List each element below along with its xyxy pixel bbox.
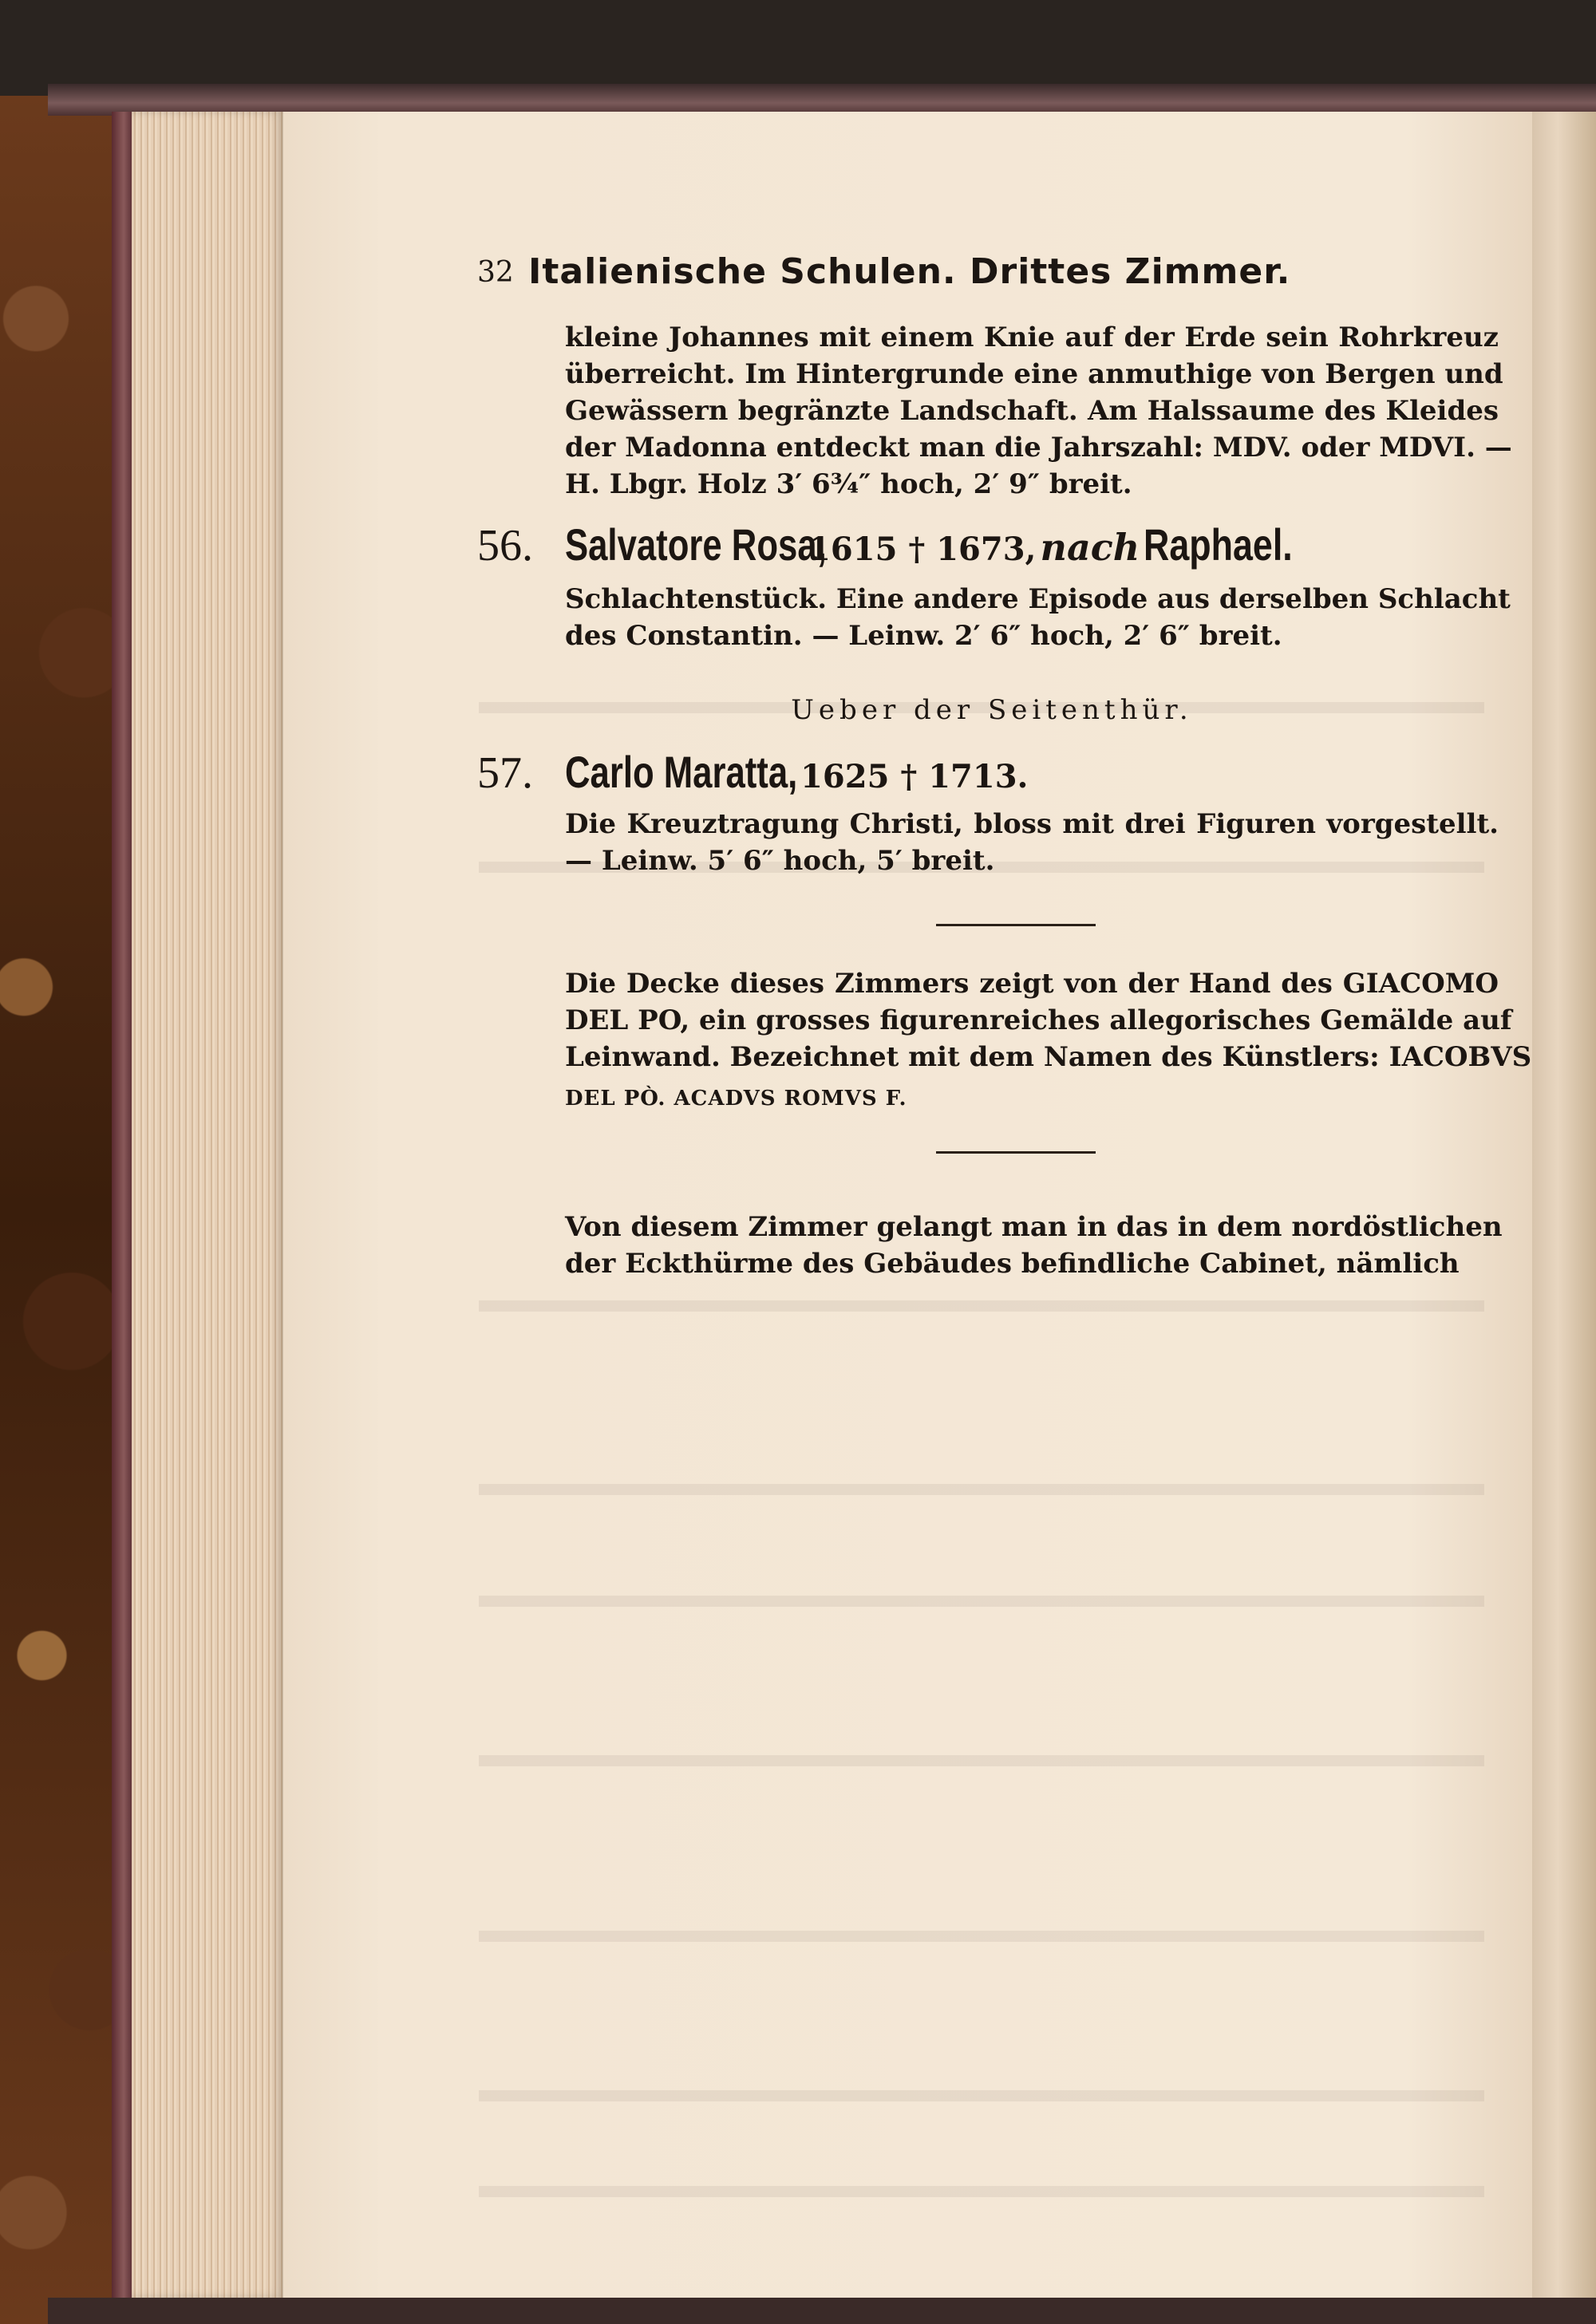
continuation-paragraph xyxy=(565,319,1512,503)
text-line: Schlachtenstück. Eine andere Episode aus derselben Schlacht xyxy=(565,583,1511,615)
text-line: Die Decke dieses Zimmers zeigt von der Hand des GIACOMO xyxy=(565,968,1499,1000)
text-line: DEL PÒ. ACADVS ROMVS F. xyxy=(565,1087,907,1111)
text-line: H. Lbgr. Holz 3′ 6¾″ hoch, 2′ 9″ breit. xyxy=(565,468,1132,500)
divider-rule xyxy=(936,924,1096,926)
text-line: Gewässern begränzte Landschaft. Am Halssaume des Kleides xyxy=(565,395,1499,427)
cover-bottom-edge xyxy=(48,2298,1596,2324)
text-line: — Leinw. 5′ 6″ hoch, 5′ breit. xyxy=(565,845,995,877)
artist-name: Salvatore Rosa, xyxy=(565,519,827,570)
entry-number: 57. xyxy=(477,748,533,798)
cover-top-edge xyxy=(48,84,1596,116)
text-line: der Madonna entdeckt man die Jahrszahl: MDV. oder MDVI. — xyxy=(565,432,1512,464)
entry-57-heading xyxy=(477,746,1028,799)
text-line: des Constantin. — Leinw. 2′ 6″ hoch, 2′ 6″ breit. xyxy=(565,620,1282,652)
running-title: Italienische Schulen. Drittes Zimmer. xyxy=(528,251,1291,292)
page-stack xyxy=(132,112,283,2298)
entry-number: 56. xyxy=(477,521,533,570)
marbled-cover xyxy=(0,96,120,2324)
section-heading: Ueber der Seitenthür. xyxy=(791,694,1193,726)
page-number: 32 xyxy=(477,256,514,289)
entry-56-heading xyxy=(477,519,1330,571)
text-line: kleine Johannes mit einem Knie auf der Erde sein Rohrkreuz xyxy=(565,322,1499,353)
text-line: Die Kreuztragung Christi, bloss mit drei Figuren vorgestellt. xyxy=(565,808,1499,840)
facing-page-edge xyxy=(1532,112,1596,2298)
entry-57-description xyxy=(565,806,1499,879)
text-line: DEL PO, ein grosses figurenreiches allegorisches Gemälde auf xyxy=(565,1004,1512,1036)
divider-rule xyxy=(936,1151,1096,1154)
after-artist: Raphael. xyxy=(1144,519,1294,570)
artist-dates: 1615 † 1673, xyxy=(808,531,1037,568)
text-line: überreicht. Im Hintergrunde eine anmuthige von Bergen und xyxy=(565,358,1503,390)
closing-note xyxy=(565,1209,1503,1282)
artist-dates: 1625 † 1713. xyxy=(800,758,1029,795)
after-label: nach xyxy=(1040,526,1140,569)
artist-name: Carlo Maratta, xyxy=(565,747,798,797)
running-header xyxy=(477,251,1507,299)
entry-56-description xyxy=(565,581,1511,654)
ceiling-note xyxy=(565,965,1532,1117)
text-line: Von diesem Zimmer gelangt man in das in dem nordöstlichen xyxy=(565,1211,1503,1243)
text-line: Leinwand. Bezeichnet mit dem Namen des Künstlers: IACOBVS xyxy=(565,1041,1532,1073)
text-line: der Eckthürme des Gebäudes befindliche Cabinet, nämlich xyxy=(565,1248,1460,1280)
